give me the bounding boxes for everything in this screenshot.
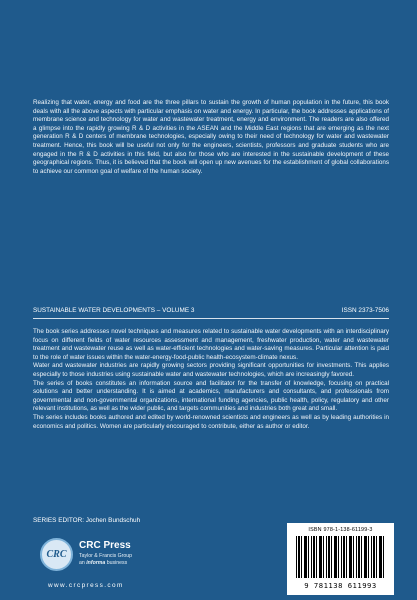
- publisher-business: [79, 560, 127, 566]
- business-brand: informa: [86, 560, 106, 566]
- series-title: SUSTAINABLE WATER DEVELOPMENTS – VOLUME 3: [33, 307, 195, 314]
- business-suffix: business: [106, 560, 128, 566]
- series-divider: [33, 318, 389, 319]
- publisher-block: [40, 538, 190, 594]
- crc-logo-icon: [40, 538, 73, 571]
- series-description: [33, 328, 389, 431]
- series-editor: SERIES EDITOR: Jochen Bundschuh: [33, 517, 141, 524]
- publisher-name: CRC Press: [79, 540, 131, 551]
- series-paragraph: Water and wastewater industries are rapidly growing sectors providing significant opportunities for investments. This applies especially to those industries using sustainable water and wastewater technologies, which are increasingly favored.: [33, 362, 389, 378]
- isbn-label: ISBN 978-1-138-61199-3: [308, 527, 373, 533]
- series-paragraph: The series includes books authored and edited by world-renowned scientists and engineers as well as by leading authorities in economics and politics. Women are particularly encouraged to contribute, either as author or editor.: [33, 413, 389, 430]
- series-paragraph: The series of books constitutes an information source and facilitator for the transfer of knowledge, focusing on practical solutions and better understanding. It is aimed at academics, manufacturers and consultants, and professionals from governmental and non-governmental organizations, international funding agencies, public health, policy, regulatory and other relevant institutions, as well as the wider public, and targets communities and industries both great and small.: [33, 379, 389, 413]
- series-header: [33, 306, 389, 316]
- series-paragraph: The book series addresses novel techniques and measures related to sustainable water developments with an interdisciplinary focus on different fields of water resources assessment and management, freshwater production, water and wastewater treatment and wastewater reuse as well as water-efficient technologies and water-saving measures. Particular attention is paid to the role of water issues within the water-energy-food-public health-ecosystem-climate nexus.: [33, 328, 389, 361]
- business-prefix: an: [79, 560, 85, 566]
- barcode-digits: 9 781138 611993: [304, 581, 377, 590]
- crc-logo-mark: CRC: [46, 549, 67, 560]
- publisher-url: www.crcpress.com: [48, 582, 124, 589]
- barcode: [287, 523, 394, 595]
- barcode-bars: [296, 536, 386, 578]
- series-issn: ISSN 2373-7506: [341, 307, 389, 314]
- book-description: Realizing that water, energy and food are the three pillars to sustain the growth of human population in the future, this book deals with all the above aspects with particular emphasis on water and energy. In particular, the book addresses applications of membrane science and technology for water and wastewater treatment, energy and environment. The readers are also offered a glimpse into the rapidly growing R & D activities in the ASEAN and the Middle East regions that are emerging as the next generation R & D centers of membrane technologies, especially owing to their need of technology for water and wastewater treatment. Hence, this book will be useful not only for the engineers, scientists, professors and graduate students who are engaged in the R & D activities in this field, but also for those who are interested in the sustainable development of these geographical regions. Thus, it is believed that the book will open up new avenues for the establishment of global collaborations to achieve our common goal of welfare of the human society.: [33, 99, 389, 175]
- publisher-group: Taylor & Francis Group: [79, 553, 133, 559]
